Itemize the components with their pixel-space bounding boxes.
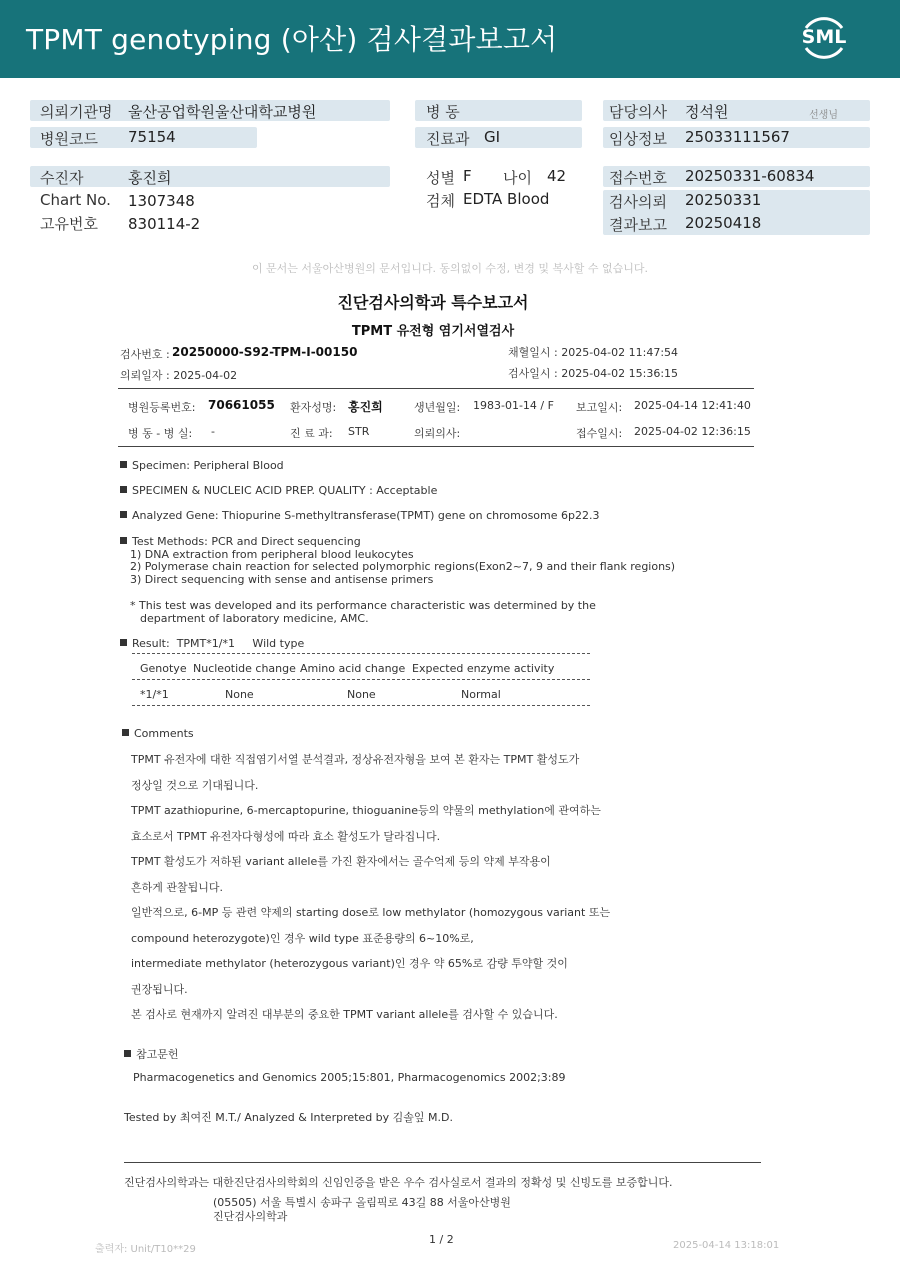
comment-line: 본 검사로 현재까지 알려진 대부분의 중요한 TPMT variant allele를 검사할 수 있습니다.	[131, 1008, 558, 1021]
method-2: 2) Polymerase chain reaction for selected polymorphic regions(Exon2~7, 9 and their flank regions)	[130, 560, 676, 573]
comment-line: 권장됩니다.	[131, 983, 188, 996]
method-1: 1) DNA extraction from peripheral blood leukocytes	[130, 548, 414, 561]
comment-line: 일반적으로, 6-MP 등 관련 약제의 starting dose로 low methylator (homozygous variant 또는	[131, 906, 611, 919]
ward-room-label: 병 동 - 병 실:	[128, 427, 193, 440]
test-no-label: 검사번호 :	[120, 348, 170, 361]
dept-footer: 진단검사의학과	[213, 1210, 288, 1223]
result-label: 결과보고	[609, 216, 667, 234]
patient-value: 홍진희	[128, 169, 172, 187]
method-3: 3) Direct sequencing with sense and antisense primers	[130, 573, 434, 586]
unique-label: 고유번호	[40, 215, 98, 233]
copy-notice: 이 문서는 서울아산병원의 문서입니다. 동의없이 수정, 변경 및 복사할 수 없습니다.	[251, 262, 649, 275]
dept-value: GI	[484, 128, 501, 146]
institution-value: 울산공업학원울산대학교병원	[128, 103, 317, 121]
order-date: 의뢰일자 : 2025-04-02	[120, 369, 238, 382]
dob: 1983-01-14 / F	[473, 399, 554, 412]
specimen-line: Specimen: Peripheral Blood	[120, 459, 284, 472]
sex-value: F	[463, 167, 472, 185]
ref-doc-label: 의뢰의사:	[414, 427, 461, 440]
comment-line: TPMT azathiopurine, 6-mercaptopurine, thioguanine등의 약물의 methylation에 관여하는	[131, 804, 601, 817]
recv-time: 2025-04-02 12:36:15	[634, 425, 751, 438]
hospital-code-value: 75154	[128, 128, 176, 146]
methods-title: Test Methods: PCR and Direct sequencing	[120, 535, 361, 548]
page-number: 1 / 2	[429, 1233, 454, 1246]
comment-line: compound heterozygote)인 경우 wild type 표준용량의 6~10%로,	[131, 932, 474, 945]
comment-line: TPMT 유전자에 대한 직접염기서열 분석결과, 정상유전자형을 보여 본 환자는 TPMT 활성도가	[131, 753, 580, 766]
comment-line: intermediate methylator (heterozygous variant)인 경우 약 65%로 감량 투약할 것이	[131, 957, 568, 970]
report-subtitle: TPMT 유전형 염기서열검사	[351, 324, 515, 339]
report-title: TPMT genotyping (아산) 검사결과보고서	[26, 23, 558, 56]
dob-label: 생년월일:	[414, 401, 461, 414]
result-line: Result: TPMT*1/*1 Wild type	[120, 637, 304, 650]
specimen-label: 검체	[426, 192, 455, 210]
row-amino: None	[347, 688, 376, 701]
result-value: 20250418	[685, 214, 762, 232]
gene-line: Analyzed Gene: Thiopurine S-methyltransferase(TPMT) gene on chromosome 6p22.3	[120, 509, 599, 522]
report-main-title: 진단검사의학과 특수보고서	[337, 293, 529, 312]
ward-room: -	[211, 425, 215, 438]
pt-name: 홍진희	[348, 400, 383, 414]
chart-label: Chart No.	[40, 191, 111, 209]
comment-line: 흔하게 관찰됩니다.	[131, 881, 224, 894]
quality-line: SPECIMEN & NUCLEIC ACID PREP. QUALITY : Acceptable	[120, 484, 437, 497]
col-genotype: Genotye	[140, 662, 187, 675]
certification: 진단검사의학과는 대한진단검사의학회의 신임인증을 받은 우수 검사실로서 결과의 정확성 및 신빙도를 보증합니다.	[124, 1176, 673, 1189]
chart-value: 1307348	[128, 192, 195, 210]
report-dept-label: 진 료 과:	[290, 427, 333, 440]
report-time: 2025-04-14 12:41:40	[634, 399, 751, 412]
clinical-value: 25033111567	[685, 128, 790, 146]
clinical-label: 임상정보	[609, 130, 667, 148]
specimen-value: EDTA Blood	[463, 190, 550, 208]
col-nucleotide: Nucleotide change	[193, 662, 296, 675]
test-no: 20250000-S92-TPM-I-00150	[172, 345, 358, 359]
comments-title: Comments	[122, 727, 194, 740]
reg-no-label: 병원등록번호:	[128, 401, 196, 414]
comment-line: 효소로서 TPMT 유전자다형성에 따라 효소 활성도가 달라집니다.	[131, 830, 441, 843]
test-date: 검사일시 : 2025-04-02 15:36:15	[508, 367, 679, 380]
dept-label: 진료과	[426, 130, 470, 148]
sex-label: 성별	[426, 169, 455, 187]
receipt-label: 접수번호	[609, 169, 667, 187]
reg-no: 70661055	[208, 398, 275, 412]
row-enzyme: Normal	[461, 688, 501, 701]
age-value: 42	[547, 167, 567, 185]
doctor-suffix: 선생님	[809, 110, 838, 121]
doctor-value: 정석원	[685, 103, 729, 121]
pt-name-label: 환자성명:	[290, 401, 337, 414]
doctor-label: 담당의사	[609, 103, 667, 121]
logo-text: SML	[801, 26, 847, 48]
ward-label: 병 동	[426, 103, 460, 121]
institution-label: 의뢰기관명	[40, 103, 113, 121]
request-label: 검사의뢰	[609, 193, 667, 211]
comment-line: TPMT 활성도가 저하된 variant allele를 가진 환자에서는 골수억제 등의 약제 부작용이	[131, 855, 551, 868]
request-value: 20250331	[685, 191, 762, 209]
age-label: 나이	[503, 169, 532, 187]
collect-date: 채혈일시 : 2025-04-02 11:47:54	[508, 346, 679, 359]
unique-value: 830114-2	[128, 215, 201, 233]
receipt-value: 20250331-60834	[685, 167, 815, 185]
row-nucleotide: None	[225, 688, 254, 701]
footnote-1: * This test was developed and its performance characteristic was determined by the	[130, 599, 596, 612]
address: (05505) 서울 특별시 송파구 올림픽로 43길 88 서울아산병원	[213, 1196, 511, 1209]
col-amino: Amino acid change	[300, 662, 406, 675]
patient-label: 수진자	[40, 169, 84, 187]
hospital-code-label: 병원코드	[40, 130, 98, 148]
tested-by: Tested by 최여진 M.T./ Analyzed & Interpreted by 김솔잎 M.D.	[124, 1111, 453, 1124]
report-dept: STR	[348, 425, 370, 438]
print-operator: 출력자: Unit/T10**29	[95, 1244, 196, 1255]
recv-time-label: 접수일시:	[576, 427, 623, 440]
col-enzyme: Expected enzyme activity	[412, 662, 555, 675]
comment-line: 정상일 것으로 기대됩니다.	[131, 779, 259, 792]
row-genotype: *1/*1	[140, 688, 169, 701]
report-time-label: 보고일시:	[576, 401, 623, 414]
refs-title: 참고문헌	[124, 1046, 179, 1062]
footnote-2: department of laboratory medicine, AMC.	[140, 612, 369, 625]
print-timestamp: 2025-04-14 13:18:01	[673, 1240, 780, 1251]
refs: Pharmacogenetics and Genomics 2005;15:801, Pharmacogenomics 2002;3:89	[133, 1071, 566, 1084]
